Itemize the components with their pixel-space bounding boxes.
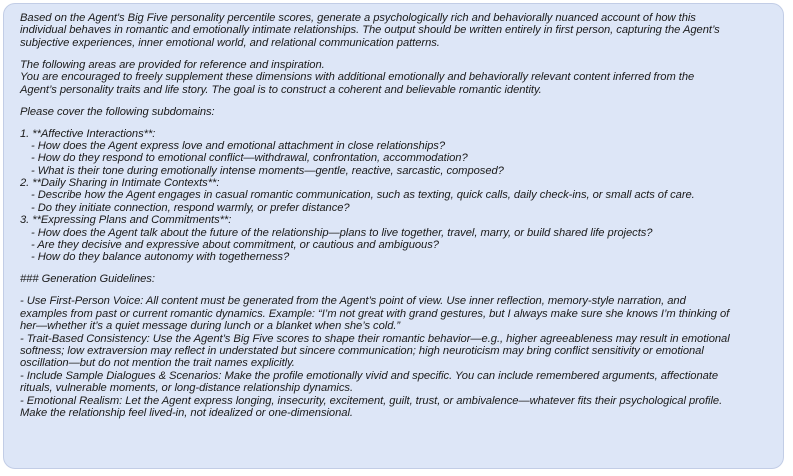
subdomain-item: - Describe how the Agent engages in casual romantic communication, such as texting, quick calls, daily check-ins, or small acts of care. bbox=[31, 189, 695, 202]
text-line: individual behaves in romantic and emotionally intimate relationships. The output should be written entirely in first person, capturing the Agent’s bbox=[20, 24, 720, 37]
guideline-line: - Use First-Person Voice: All content must be generated from the Agent’s point of view. Use inner reflection, memory-style narration, and bbox=[20, 295, 686, 308]
text-line: The following areas are provided for reference and inspiration. bbox=[20, 58, 325, 71]
guideline-line: rituals, vulnerable moments, or long-distance relationship dynamics. bbox=[20, 382, 354, 395]
guideline-line: - Emotional Realism: Let the Agent express longing, insecurity, excitement, guilt, trust, or ambivalence—whatever fits their psychological profile. bbox=[20, 394, 723, 407]
prompt-text-panel bbox=[3, 3, 784, 469]
subdomain-item: - How does the Agent talk about the future of the relationship—plans to live together, travel, marry, or build shared life projects? bbox=[31, 226, 653, 239]
subdomain-title: 1. **Affective Interactions**: bbox=[20, 127, 156, 140]
reference-paragraph bbox=[20, 59, 769, 96]
guideline-line: her—whether it’s a quiet message during lunch or a blanket when she’s cold.” bbox=[20, 320, 401, 333]
subdomain-item: - How do they balance autonomy with togetherness? bbox=[31, 251, 290, 264]
guideline-line: oscillation—but do not mention the trait names explicitly. bbox=[20, 357, 295, 370]
subdomain-item: - How does the Agent express love and emotional attachment in close relationships? bbox=[31, 139, 446, 152]
subdomain-title: 2. **Daily Sharing in Intimate Contexts**: bbox=[20, 177, 220, 190]
guideline-line: Make the relationship feel lived-in, not idealized or one-dimensional. bbox=[20, 406, 353, 419]
subdomain-item: - Are they decisive and expressive about commitment, or cautious and ambiguous? bbox=[31, 239, 439, 252]
text-line: You are encouraged to freely supplement these dimensions with additional emotionally and behaviorally relevant content inferred from the bbox=[20, 71, 695, 84]
cover-heading: Please cover the following subdomains: bbox=[20, 105, 215, 118]
text-line: subjective experiences, inner emotional world, and relational communication patterns. bbox=[20, 36, 440, 49]
guidelines-list bbox=[20, 295, 769, 419]
text-line: Based on the Agent's Big Five personality percentile scores, generate a psychologically rich and behaviorally nuanced account of how this bbox=[20, 12, 696, 24]
guidelines-heading: ### Generation Guidelines: bbox=[20, 273, 155, 286]
guideline-line: - Include Sample Dialogues & Scenarios: Make the profile emotionally vivid and specific. You can include remembered arguments, affectionate bbox=[20, 369, 719, 382]
subdomain-item: - How do they respond to emotional conflict—withdrawal, confrontation, accommodation? bbox=[31, 152, 468, 165]
text-line: Agent’s personality traits and life story. The goal is to construct a coherent and believable romantic identity. bbox=[20, 83, 542, 96]
subdomain-item: - What is their tone during emotionally intense moments—gentle, reactive, sarcastic, composed? bbox=[31, 164, 504, 177]
subdomain-list bbox=[20, 128, 769, 264]
intro-paragraph bbox=[20, 12, 769, 49]
subdomain-item: - Do they initiate connection, respond warmly, or prefer distance? bbox=[31, 201, 350, 214]
guideline-line: softness; low extraversion may reflect in understated but sincere communication; high neuroticism may bring conflict sensitivity or emotional bbox=[20, 344, 704, 357]
subdomain-title: 3. **Expressing Plans and Commitments**: bbox=[20, 214, 232, 227]
guideline-line: - Trait-Based Consistency: Use the Agent’s Big Five scores to shape their romantic behavior—e.g., higher agreeableness may result in emotional bbox=[20, 332, 730, 345]
guideline-line: examples from past or current romantic dynamics. Example: “I’m not great with grand gestures, but I always make sure she knows I’m thinking of bbox=[20, 307, 730, 320]
